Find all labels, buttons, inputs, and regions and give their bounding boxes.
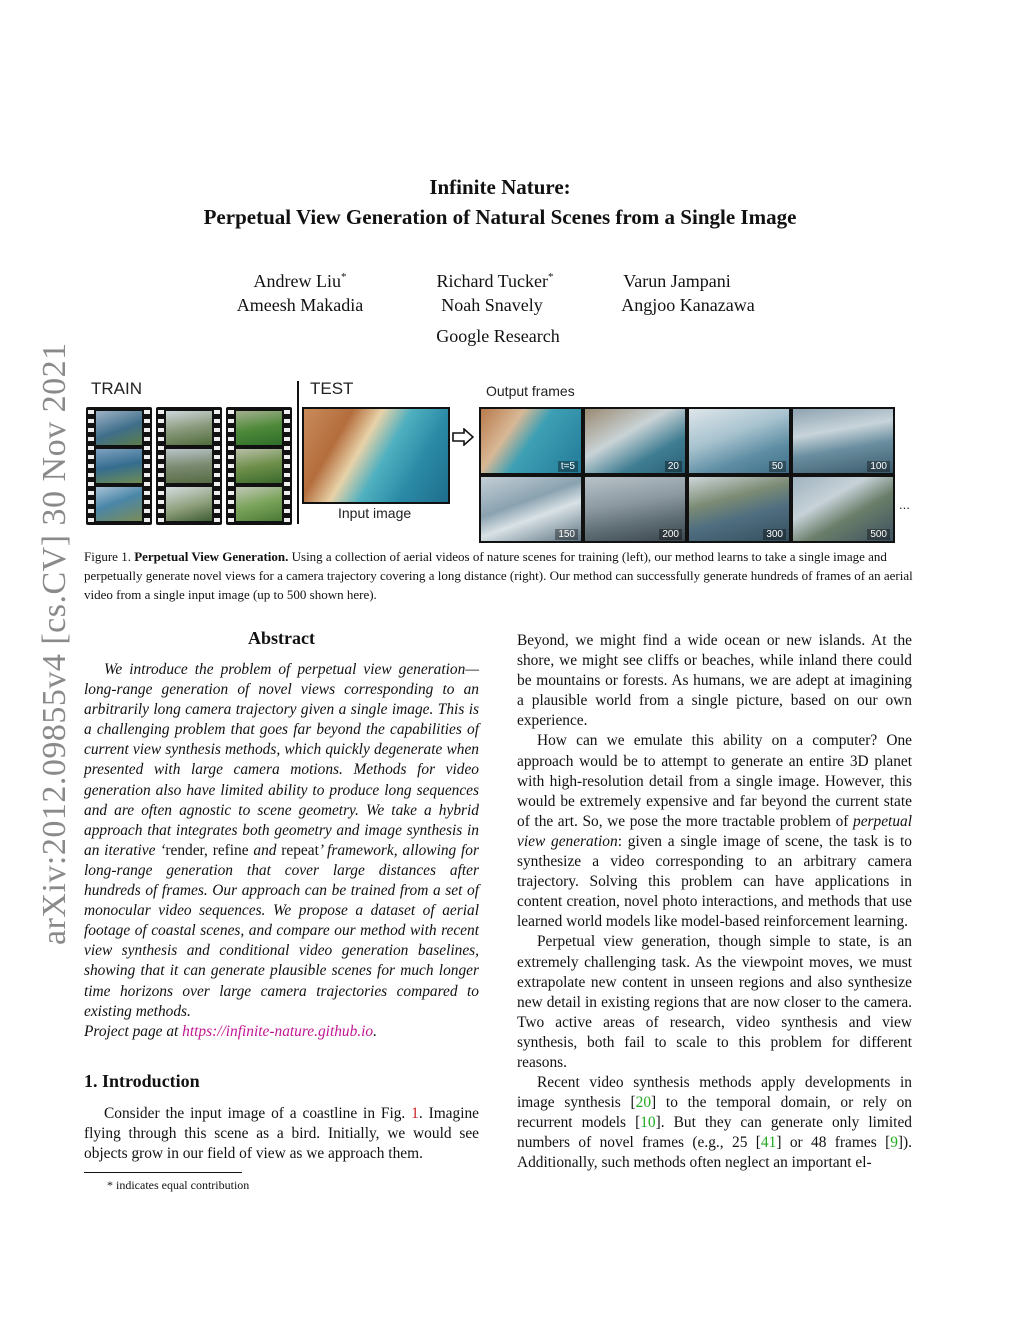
right-paragraph-4: Recent video synthesis methods apply developments in image synthesis [20] to the temporal domain, or rely on recurrent models [10]. But they can generate only limited numbers of novel frames (e.g., 25 [41] or 48 frames [9]). Additionally, such methods often neglect an important el- bbox=[517, 1074, 913, 1172]
arxiv-stamp: arXiv:2012.09855v4 [cs.CV] 30 Nov 2021 bbox=[36, 342, 73, 945]
output-frame: t=5 bbox=[479, 407, 583, 475]
train-test-divider bbox=[297, 381, 299, 524]
project-page-link[interactable]: https://infinite-nature.github.io bbox=[182, 1022, 374, 1040]
citation-41[interactable]: 41 bbox=[760, 1134, 777, 1152]
author-noah-snavely: Noah Snavely bbox=[441, 295, 543, 315]
citation-20[interactable]: 20 bbox=[635, 1094, 652, 1112]
right-paragraph-3: Perpetual view generation, though simple to state, is an extremely challenging task. As the viewpoint moves, we must extrapolate new content in unseen regions and also synthesize new detail in existing regions that are now closer to the camera. Two active areas of research, video synthesis and view synthesis, both fail to scale to this problem for different reasons. bbox=[517, 933, 912, 1071]
author-angjoo-kanazawa: Angjoo Kanazawa bbox=[621, 295, 755, 315]
right-column bbox=[517, 631, 912, 1174]
output-frames-label: Output frames bbox=[486, 383, 575, 399]
figure-1-ref[interactable]: 1 bbox=[411, 1105, 419, 1122]
train-film-strip-1 bbox=[86, 407, 152, 525]
arrow-right-icon bbox=[452, 428, 474, 446]
paper-title-line2: Perpetual View Generation of Natural Scenes from a Single Image bbox=[203, 205, 797, 229]
output-frame: 300 bbox=[687, 475, 791, 543]
right-paragraph-1: Beyond, we might find a wide ocean or new islands. At the shore, we might see cliffs or beaches, while inland there could be mountains or forests. As humans, we are adept at imagining a plausible world from a single picture, based on our own experience. bbox=[517, 632, 912, 730]
test-label: TEST bbox=[310, 379, 354, 398]
input-image bbox=[302, 407, 450, 504]
footnote: * indicates equal contribution bbox=[107, 1178, 250, 1192]
more-frames-ellipsis: ... bbox=[899, 497, 910, 512]
introduction-heading: 1. Introduction bbox=[84, 1071, 200, 1091]
abstract-body: We introduce the problem of perpetual view generation—long-range generation of novel views corresponding to an arbitrarily long camera trajectory given a single image. This is a challenging problem that goes far beyond the capabilities of current view synthesis methods, which quickly degenerate when presented with large camera motions. Methods for video generation also have limited ability to produce long sequences and are often agnostic to scene geometry. We take a hybrid approach that integrates both geometry and image synthesis in an iterative ‘render, refine and repeat’ framework, allowing for long-range generation that cover large distances after hundreds of frames. Our approach can be trained from a set of monocular video sequences. We propose a dataset of aerial footage of coastal scenes, and compare our method with recent view synthesis and conditional video generation baselines, showing that it can generate plausible scenes for much longer time horizons over large camera trajectories compared to existing methods. Project page at https://infinite-nature.github.io. bbox=[84, 661, 479, 1040]
train-film-strip-3 bbox=[226, 407, 292, 525]
affiliation: Google Research bbox=[436, 326, 560, 346]
output-frame: 150 bbox=[479, 475, 583, 543]
figure-caption: Figure 1. Perpetual View Generation. Using a collection of aerial videos of nature scenes for training (left), our method learns to take a single image and perpetually generate novel views for a camera trajectory covering a long distance (right). Our method can successfully generate hundreds of frames of an aerial video from a single input image (up to 500 shown here). bbox=[84, 549, 913, 602]
citation-9[interactable]: 9 bbox=[890, 1134, 898, 1152]
author-richard-tucker: Richard Tucker* bbox=[436, 271, 554, 291]
output-frame: 200 bbox=[583, 475, 687, 543]
output-frame: 500 bbox=[791, 475, 895, 543]
input-image-label: Input image bbox=[338, 505, 412, 521]
introduction-paragraph-1: Consider the input image of a coastline in Fig. 1. Imagine flying through this scene as a bird. Initially, we would see objects grow in our field of view as we approach them. bbox=[84, 1105, 480, 1163]
output-frame: 100 bbox=[791, 407, 895, 475]
abstract-heading: Abstract bbox=[248, 628, 315, 648]
author-varun-jampani: Varun Jampani bbox=[623, 271, 731, 291]
output-frame: 20 bbox=[583, 407, 687, 475]
train-film-strip-2 bbox=[156, 407, 222, 525]
train-label: TRAIN bbox=[91, 379, 142, 398]
author-ameesh-makadia: Ameesh Makadia bbox=[236, 295, 364, 315]
footnote-rule bbox=[84, 1172, 242, 1173]
paper-title-line1: Infinite Nature: bbox=[429, 175, 571, 199]
output-frame: 50 bbox=[687, 407, 791, 475]
author-andrew-liu: Andrew Liu* bbox=[253, 271, 347, 291]
citation-10[interactable]: 10 bbox=[640, 1114, 656, 1132]
right-paragraph-2: How can we emulate this ability on a computer? One approach would be to attempt to generate an entire 3D planet with high-resolution detail from a single image. However, this would be extremely expensive and far beyond the current state of the art. So, we pose the more tractable problem of perpetual view generation: given a single image of scene, the task is to synthesize a video corresponding to an arbitrary camera trajectory. Solving this problem can have applications in content creation, novel photo interactions, and methods that use learned world models like model-based reinforcement learning. bbox=[517, 732, 912, 931]
